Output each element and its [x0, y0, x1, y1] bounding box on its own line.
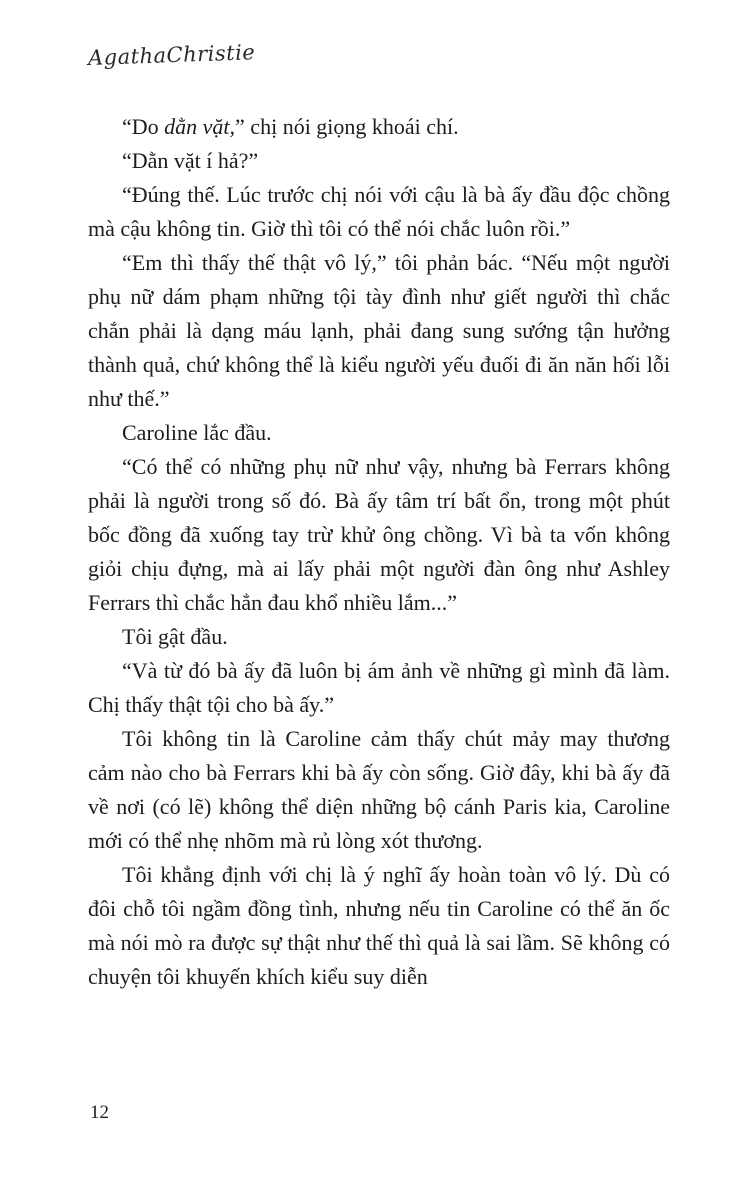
text-segment: “Do: [122, 114, 165, 139]
text-segment: Tôi khẳng định với chị là ý nghĩ ấy hoàn toàn vô lý. Dù có đôi chỗ tôi ngầm đồng tình, nhưng nếu tin Caroline có thể ăn ốc mà nói mò ra được sự thật như thế thì quả là sai lầm. Sẽ không có chuyện tôi khuyến khích kiểu suy diễn: [88, 862, 670, 989]
paragraph: [88, 654, 670, 722]
text-segment: “Đúng thế. Lúc trước chị nói với cậu là bà ấy đầu độc chồng mà cậu không tin. Giờ thì tôi có thể nói chắc luôn rồi.”: [88, 182, 670, 241]
author-signature: AgathaChristie: [87, 40, 256, 70]
paragraph: [88, 246, 670, 416]
body-text: [88, 110, 670, 994]
text-segment: ” chị nói giọng khoái chí.: [235, 114, 459, 139]
text-segment: “Và từ đó bà ấy đã luôn bị ám ảnh về những gì mình đã làm. Chị thấy thật tội cho bà ấy.”: [88, 658, 670, 717]
text-segment: “Em thì thấy thế thật vô lý,” tôi phản bác. “Nếu một người phụ nữ dám phạm những tội tày đình như giết người thì chắc chắn phải là dạng máu lạnh, phải đang sung sướng tận hưởng thành quả, chứ không thể là kiểu người yếu đuối đi ăn năn hối lỗi như thế.”: [88, 250, 670, 411]
paragraph: [88, 450, 670, 620]
paragraph: [88, 416, 670, 450]
paragraph: [88, 620, 670, 654]
text-segment: “Dằn vặt í hả?”: [122, 148, 259, 173]
page-number: 12: [90, 1102, 109, 1123]
paragraph: [88, 144, 670, 178]
text-segment: “Có thể có những phụ nữ như vậy, nhưng bà Ferrars không phải là người trong số đó. Bà ấy tâm trí bất ổn, trong một phút bốc đồng đã xuống tay trừ khử ông chồng. Vì bà ta vốn không giỏi chịu đựng, mà ai lấy phải một người đàn ông như Ashley Ferrars thì chắc hẳn đau khổ nhiều lắm...”: [88, 454, 670, 615]
paragraph: [88, 858, 670, 994]
text-segment: Caroline lắc đầu.: [122, 420, 272, 445]
paragraph: [88, 722, 670, 858]
paragraph: [88, 110, 670, 144]
italic-text: dằn vặt,: [164, 114, 236, 139]
paragraph: [88, 178, 670, 246]
text-segment: Tôi không tin là Caroline cảm thấy chút mảy may thương cảm nào cho bà Ferrars khi bà ấy còn sống. Giờ đây, khi bà ấy đã về nơi (có lẽ) không thể diện những bộ cánh Paris kia, Caroline mới có thể nhẹ nhõm mà rủ lòng xót thương.: [88, 726, 670, 853]
text-segment: Tôi gật đầu.: [122, 624, 228, 649]
